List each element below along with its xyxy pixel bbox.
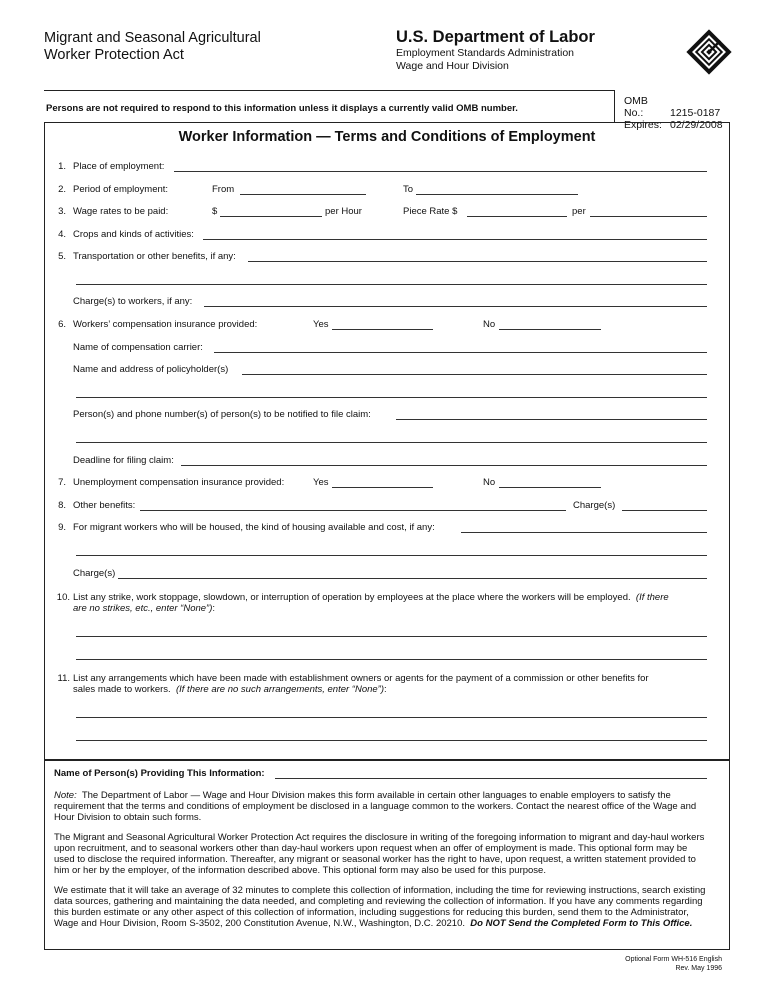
carrier-field[interactable] <box>214 352 707 353</box>
arrangements-field[interactable] <box>76 717 707 718</box>
section-divider <box>44 759 730 761</box>
department-header <box>396 27 595 73</box>
form-title: Worker Information — Terms and Conditions of Employment <box>178 129 596 145</box>
revision-date: Rev. May 1996 <box>675 965 722 972</box>
department-logo-icon <box>685 28 733 76</box>
transportation-field-2[interactable] <box>76 284 707 285</box>
form-id: Optional Form WH-516 English <box>625 956 722 963</box>
claim-deadline-field[interactable] <box>181 465 707 466</box>
housing-charge-field[interactable] <box>118 578 707 579</box>
claim-contact-field-2[interactable] <box>76 442 707 443</box>
other-benefits-field[interactable] <box>140 510 566 511</box>
comp-insurance-no-field[interactable] <box>499 329 601 330</box>
transport-charges-field[interactable] <box>204 306 707 307</box>
crops-field[interactable] <box>203 239 707 240</box>
burden-statement: We estimate that it will take an average of 32 minutes to complete this collection of information, including the time for reviewing instructions, search existing data sources, gathering and maintaining the data needed, and completing and reviewing the collection of information. If you have any comments regarding this burden estimate or any other aspect of this collection of information, including suggestions for reducing this burden, send them to the Administrator, Wage and Hour Division, Room S-3502, 200 Constitution Avenue, N.W., Washington, D.C. 20210. Do NOT Send the Completed Form to This Office. <box>54 885 706 929</box>
period-to-field[interactable] <box>416 194 578 195</box>
form-page: Migrant and Seasonal Agricultural Worker Protection Act U.S. Department of Labor Employment Standards Administration Wage and Hour Division OMB No.: 1215-0187 Expires: 02/29/2008 Persons are not required to respond to this information unless it displays a currently valid OMB number. Worker Information — Terms and Conditions of Employment 1. Place of employment: 2. Period of employment: From To 3. Wage rates to be paid: $ per Hour Piece Rate $ per 4. Crops and kinds of activities: 5. Transportation or other benefits, if any: Charge(s) to workers, if any: 6. Workers’ compensation insurance provided: Yes No Name of compensation carrier: Name and address of policyholder(s) Person(s) and phone number(s) of person(s) to be notified to file claim: Deadline for filing claim: 7. Unemployment compensation insurance provided: Yes No 8. Other benefits: Charge(s) 9. For migrant workers who will be housed, the kind of housing available and cost, if any: Charge(s) 10. List any strike, work stoppage, slowdown, or interruption of operation by employees at the place where the workers will be employed. (If there are no strikes, etc., enter “None”): 11. List any arrangements which have been made with establishment owners or agents for the payment of a commission or other benefits for sales made to workers. (If there are no such arrangements, enter “None”): Name of Person(s) Providing This Information: Note: The Department of Labor — Wage and Hour Division makes this form available in certain other languages to enable employers to satisfy the requirement that the terms and conditions of employment be disclosed in a language common to the workers. Contact the nearest office of the Wage and Hour Division to obtain such forms. The Migrant and Seasonal Agricultural Worker Protection Act requires the disclosure in writing of the foregoing information to migrant and day-haul workers upon recruitment, and to seasonal workers other than day-haul workers upon request when an offer of employment is made. This optional form may be used to disclose the required information. Thereafter, any migrant or seasonal worker has the right to have, upon request, a written statement provided to him or her by the employer, of the information described above. This optional form may also be used for this purpose. We estimate that it will take an average of 32 minutes to complete this collection of information, including the time for reviewing instructions, search existing data sources, gathering and maintaining the data needed, and completing and reviewing the collection of information. If you have any comments regarding this burden estimate or any other aspect of this collection of information, including suggestions for reducing this burden, send them to the Administrator, Wage and Hour Division, Room S-3502, 200 Constitution Avenue, N.W., Washington, D.C. 20210. Do NOT Send the Completed Form to This Office. Optional Form WH-516 English Rev. May 1996 <box>0 0 768 994</box>
omb-notice: Persons are not required to respond to this information unless it displays a currently valid OMB number. <box>46 103 518 114</box>
department-name: U.S. Department of Labor <box>396 28 595 46</box>
header-rule <box>44 90 614 91</box>
arrangements-question: List any arrangements which have been made with establishment owners or agents for the payment of a commission or other benefits for sales made to workers. (If there are no such arrangements, enter “None”): <box>73 673 649 695</box>
housing-field[interactable] <box>461 532 707 533</box>
provider-label: Name of Person(s) Providing This Information: <box>54 768 265 779</box>
arrangements-field-2[interactable] <box>76 740 707 741</box>
form-footer <box>590 955 722 973</box>
form-box <box>44 122 730 950</box>
policyholder-field[interactable] <box>242 374 707 375</box>
other-benefits-charge-field[interactable] <box>622 510 707 511</box>
unemployment-yes-field[interactable] <box>332 487 433 488</box>
transportation-field[interactable] <box>248 261 707 262</box>
strike-field[interactable] <box>76 636 707 637</box>
strike-field-2[interactable] <box>76 659 707 660</box>
provider-name-field[interactable] <box>275 778 707 779</box>
comp-insurance-yes-field[interactable] <box>332 329 433 330</box>
administration-name: Employment Standards Administration <box>396 47 575 59</box>
place-of-employment-field[interactable] <box>174 171 707 172</box>
period-from-field[interactable] <box>240 194 366 195</box>
housing-field-2[interactable] <box>76 555 707 556</box>
piece-rate-field[interactable] <box>467 216 567 217</box>
division-name: Wage and Hour Division <box>396 60 509 72</box>
policyholder-field-2[interactable] <box>76 397 707 398</box>
unemployment-no-field[interactable] <box>499 487 601 488</box>
omb-info: OMB No.: 1215-0187 Expires: 02/29/2008 <box>624 95 723 131</box>
act-title: Migrant and Seasonal Agricultural Worker Protection Act <box>44 30 261 63</box>
piece-rate-unit-field[interactable] <box>590 216 707 217</box>
language-note: Note: The Department of Labor — Wage and Hour Division makes this form available in certain other languages to enable employers to satisfy the requirement that the terms and conditions of employment be disclosed in a language common to the workers. Contact the nearest office of the Wage and Hour Division to obtain such forms. <box>54 790 697 823</box>
claim-contact-field[interactable] <box>396 419 707 420</box>
strike-question: List any strike, work stoppage, slowdown, or interruption of operation by employees at the place where the workers will be employed. (If there are no strikes, etc., enter “None”): <box>73 592 669 614</box>
act-disclosure-text: The Migrant and Seasonal Agricultural Worker Protection Act requires the disclosure in writing of the foregoing information to migrant and day-haul workers upon recruitment, and to seasonal workers other than day-haul workers upon request when an offer of employment is made. This optional form may be used to disclose the required information. Thereafter, any migrant or seasonal worker has the right to have, upon request, a written statement provided to him or her by the employer, of the information described above. This optional form may also be used for this purpose. <box>54 832 705 876</box>
place-label: Place of employment: <box>73 161 165 172</box>
hourly-wage-field[interactable] <box>220 216 322 217</box>
